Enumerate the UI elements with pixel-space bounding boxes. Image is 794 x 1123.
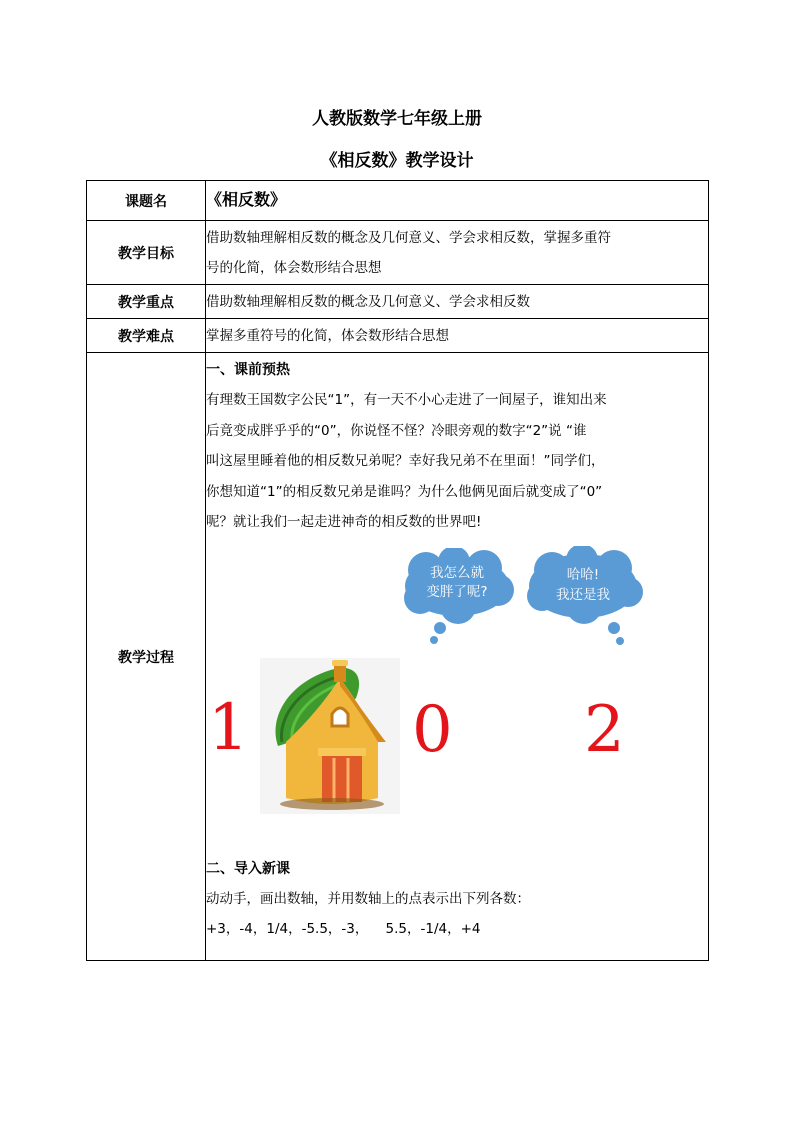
- lesson-plan-table: [86, 180, 709, 961]
- thought-cloud-2: [522, 546, 644, 650]
- row-content-difficulties: 掌握多重符号的化简，体会数形结合思想: [206, 319, 709, 353]
- table-row: [87, 285, 709, 319]
- section1-line: 有理数王国数字公民“1”，有一天不小心走进了一间屋子，谁知出来: [206, 392, 607, 408]
- cloud1-line-1: 我怎么就: [430, 564, 484, 581]
- section2-line-2: +3，-4，1/4，-5.5，-3， 5.5，-1/4，+4: [206, 921, 481, 937]
- table-row: [87, 319, 709, 353]
- row-content-goals: [206, 221, 709, 285]
- table-row: [87, 353, 709, 961]
- cloud2-line-2: 我还是我: [556, 586, 610, 603]
- section1-heading: 一、课前预热: [206, 362, 290, 378]
- goals-line-2: 号的化简，体会数形结合思想: [206, 259, 382, 276]
- cloud2-line-1: 哈哈!: [566, 566, 600, 583]
- row-label-process: 教学过程: [87, 353, 206, 961]
- row-label-key-points: 教学重点: [87, 285, 206, 319]
- document-subtitle: 《相反数》教学设计: [320, 151, 474, 171]
- row-label-goals: 教学目标: [87, 221, 206, 285]
- topic-value: 《相反数》: [206, 190, 287, 209]
- row-content-key-points: 借助数轴理解相反数的概念及几何意义、学会求相反数: [206, 285, 709, 319]
- section1-line: 呢？就让我们一起走进神奇的相反数的世界吧!: [206, 514, 482, 530]
- row-content-topic: [206, 181, 709, 221]
- section1-line: 叫这屋里睡着他的相反数兄弟呢？幸好我兄弟不在里面！”同学们，: [206, 453, 605, 469]
- table-row: [87, 181, 709, 221]
- goals-line-1: 借助数轴理解相反数的概念及几何意义、学会求相反数，掌握多重符: [206, 229, 611, 246]
- house-icon: [260, 658, 400, 814]
- row-content-process: [206, 353, 709, 961]
- section1-line: 后竟变成胖乎乎的“0”，你说怪不怪？冷眼旁观的数字“2”说 “谁: [206, 422, 587, 439]
- number-one: 1: [208, 690, 249, 765]
- section2-line-1: 动动手，画出数轴，并用数轴上的点表示出下列各数：: [206, 890, 530, 907]
- story-illustration: [206, 538, 708, 848]
- row-label-difficulties: 教学难点: [87, 319, 206, 353]
- document-title: 人教版数学七年级上册: [312, 109, 482, 129]
- section2-heading: 二、导入新课: [206, 860, 290, 877]
- number-zero: 0: [412, 692, 453, 767]
- table-row: [87, 221, 709, 285]
- number-two: 2: [584, 692, 625, 767]
- cloud1-line-2: 变胖了呢?: [426, 583, 488, 600]
- section1-line: 你想知道“1”的相反数兄弟是谁吗？为什么他俩见面后就变成了“0”: [206, 483, 603, 500]
- row-label-topic: 课题名: [87, 181, 206, 221]
- thought-cloud-1: [398, 548, 516, 648]
